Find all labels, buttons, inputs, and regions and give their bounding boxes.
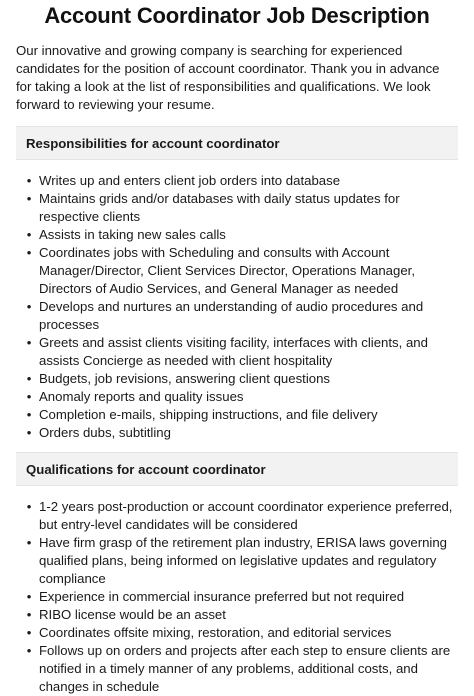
bullet-icon: •	[26, 589, 32, 604]
responsibility-text: Assists in taking new sales calls	[39, 227, 226, 242]
bullet-icon: •	[26, 173, 32, 188]
bullet-icon: •	[26, 335, 32, 350]
bullet-icon: •	[26, 407, 32, 422]
responsibility-item	[16, 388, 458, 406]
responsibility-item	[16, 190, 458, 226]
qualification-text: Coordinates offsite mixing, restoration, and editorial services	[39, 625, 392, 640]
qualification-text: Experience in commercial insurance preferred but not required	[39, 589, 405, 604]
responsibilities-section-header	[16, 126, 458, 160]
page-title: Account Coordinator Job Description	[44, 3, 430, 28]
responsibility-text: Writes up and enters client job orders into database	[39, 173, 341, 188]
responsibility-item	[16, 370, 458, 388]
qualification-item	[16, 642, 458, 696]
responsibilities-list	[16, 172, 458, 442]
bullet-icon: •	[26, 299, 32, 314]
responsibilities-heading: Responsibilities for account coordinator	[26, 135, 280, 151]
qualification-text: Have firm grasp of the retirement plan industry, ERISA laws governing qualified plans, being informed on legislative updates and regulatory compliance	[39, 535, 448, 586]
responsibility-item	[16, 226, 458, 244]
responsibility-text: Coordinates jobs with Scheduling and consults with Account Manager/Director, Client Services Director, Operations Manager, Directors of Audio Services, and General Manager as needed	[39, 245, 416, 296]
bullet-icon: •	[26, 245, 32, 260]
responsibility-text: Anomaly reports and quality issues	[39, 389, 244, 404]
responsibility-item	[16, 298, 458, 334]
responsibility-text: Greets and assist clients visiting facility, interfaces with clients, and assists Concierge as needed with client hospitality	[39, 335, 428, 368]
bullet-icon: •	[26, 389, 32, 404]
responsibility-text: Orders dubs, subtitling	[39, 425, 171, 440]
bullet-icon: •	[26, 535, 32, 550]
qualifications-heading: Qualifications for account coordinator	[26, 461, 266, 477]
qualification-text: Follows up on orders and projects after each step to ensure clients are notified in a timely manner of any problems, additional costs, and changes in schedule	[39, 643, 451, 694]
qualifications-list	[16, 498, 458, 696]
bullet-icon: •	[26, 643, 32, 658]
responsibility-item	[16, 334, 458, 370]
qualification-item	[16, 498, 458, 534]
qualification-text: 1-2 years post-production or account coordinator experience preferred, but entry-level candidates will be considered	[39, 499, 453, 532]
qualification-text: RIBO license would be an asset	[39, 607, 226, 622]
intro-paragraph: Our innovative and growing company is searching for experienced candidates for the position of account coordinator. Thank you in advance for taking a look at the list of responsibilities and qualifications. We look forward to reviewing your resume.	[16, 43, 440, 112]
bullet-icon: •	[26, 227, 32, 242]
bullet-icon: •	[26, 425, 32, 440]
responsibility-text: Budgets, job revisions, answering client questions	[39, 371, 331, 386]
responsibility-text: Develops and nurtures an understanding of audio procedures and processes	[39, 299, 424, 332]
bullet-icon: •	[26, 625, 32, 640]
bullet-icon: •	[26, 371, 32, 386]
responsibility-item	[16, 244, 458, 298]
qualifications-section-header	[16, 452, 458, 486]
qualification-item	[16, 588, 458, 606]
qualification-item	[16, 624, 458, 642]
responsibility-item	[16, 172, 458, 190]
responsibility-item	[16, 424, 458, 442]
bullet-icon: •	[26, 499, 32, 514]
responsibility-text: Maintains grids and/or databases with daily status updates for respective clients	[39, 191, 400, 224]
responsibility-text: Completion e-mails, shipping instructions, and file delivery	[39, 407, 378, 422]
qualification-item	[16, 534, 458, 588]
qualification-item	[16, 606, 458, 624]
bullet-icon: •	[26, 607, 32, 622]
responsibility-item	[16, 406, 458, 424]
bullet-icon: •	[26, 191, 32, 206]
